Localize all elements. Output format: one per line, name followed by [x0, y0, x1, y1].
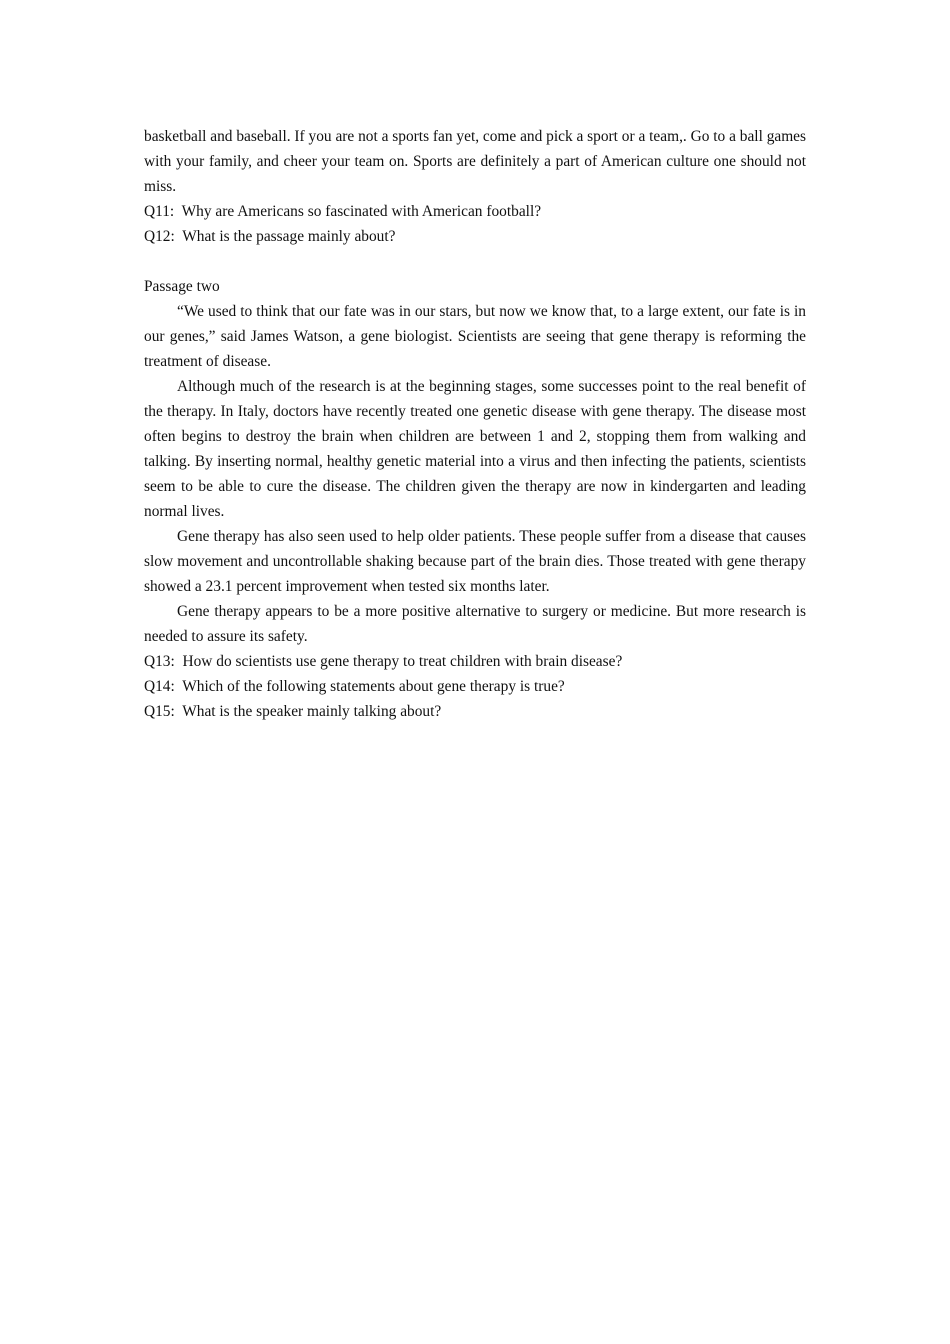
question-q15 — [144, 699, 806, 724]
question-text: Why are Americans so fascinated with American football? — [181, 203, 542, 220]
question-q13 — [144, 649, 806, 674]
passage-two-paragraph-1: “We used to think that our fate was in our stars, but now we know that, to a large extent, our fate is in our genes,” said James Watson, a gene biologist. Scientists are seeing that gene therapy is reforming the treatment of disease. — [144, 303, 806, 370]
question-q14 — [144, 674, 806, 699]
passage-two-heading: Passage two — [144, 278, 220, 295]
question-label: Q13: — [144, 653, 175, 670]
passage-two-paragraph-3: Gene therapy has also seen used to help older patients. These people suffer from a disease that causes slow movement and uncontrollable shaking because part of the brain dies. Those treated with gene therapy showed a 23.1 percent improvement when tested six months later. — [144, 528, 806, 595]
question-q12 — [144, 224, 806, 249]
question-label: Q11: — [144, 203, 175, 220]
question-label: Q15: — [144, 703, 175, 720]
question-q11 — [144, 199, 806, 224]
question-text: How do scientists use gene therapy to treat children with brain disease? — [182, 653, 623, 670]
passage-one-tail-paragraph: basketball and baseball. If you are not a sports fan yet, come and pick a sport or a team,. Go to a ball games with your family, and cheer your team on. Sports are definitely a part of American culture one should not miss. — [144, 128, 807, 195]
question-label: Q14: — [144, 678, 175, 695]
question-label: Q12: — [144, 228, 175, 245]
document-page — [144, 124, 806, 724]
question-text: What is the passage mainly about? — [182, 228, 396, 245]
question-text: What is the speaker mainly talking about? — [182, 703, 442, 720]
spacer — [144, 249, 806, 274]
passage-two-paragraph-4: Gene therapy appears to be a more positive alternative to surgery or medicine. But more research is needed to assure its safety. — [144, 603, 806, 645]
passage-two-paragraph-2: Although much of the research is at the beginning stages, some successes point to the real benefit of the therapy. In Italy, doctors have recently treated one genetic disease with gene therapy. The disease most often begins to destroy the brain when children are between 1 and 2, stopping them from walking and talking. By inserting normal, healthy genetic material into a virus and then infecting the patients, scientists seem to be able to cure the disease. The children given the therapy are now in kindergarten and leading normal lives. — [144, 378, 806, 520]
question-text: Which of the following statements about gene therapy is true? — [182, 678, 565, 695]
